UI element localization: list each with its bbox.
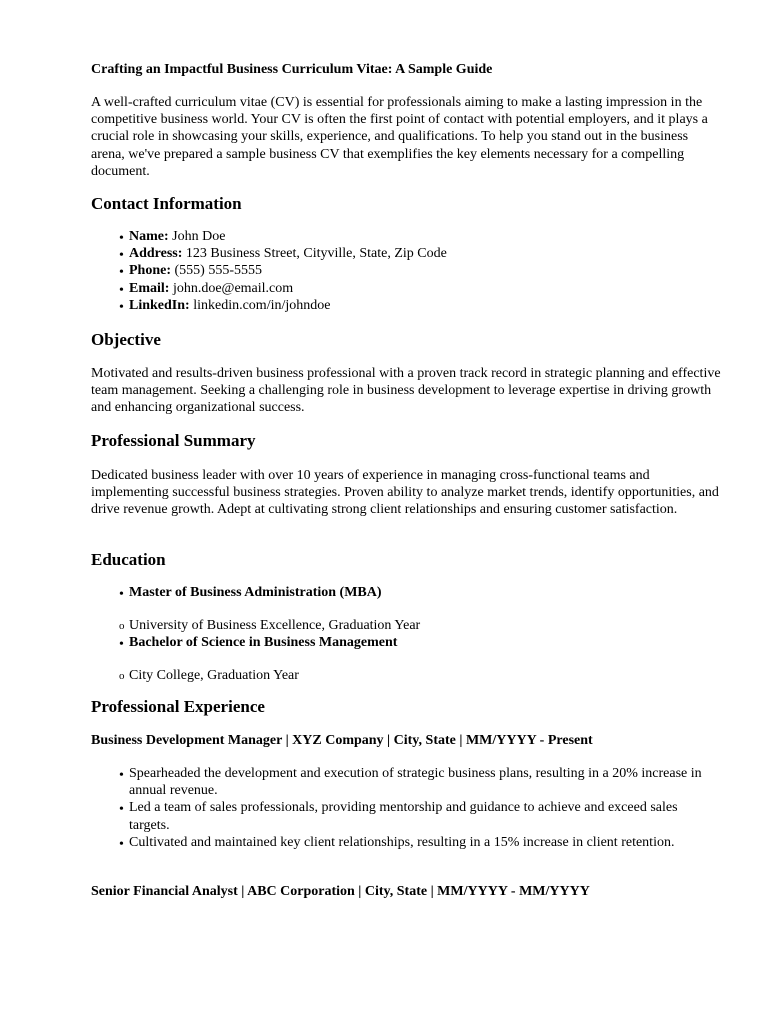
contact-item-email (91, 280, 711, 297)
job-bullet: • Cultivated and maintained key client relationships, resulting in a 15% increase in client retention. (91, 834, 711, 851)
contact-label: Name: (129, 229, 169, 244)
education-item (91, 584, 711, 634)
document-title: Crafting an Impactful Business Curriculum Vitae: A Sample Guide (91, 62, 493, 77)
education-list (91, 584, 711, 684)
education-item (91, 634, 711, 683)
education-detail: o University of Business Excellence, Graduation Year (91, 617, 711, 634)
experience-heading: Professional Experience (91, 697, 265, 716)
contact-value: John Doe (168, 229, 226, 244)
contact-value: 123 Business Street, Cityville, State, Zip Code (182, 246, 447, 262)
objective-heading: Objective (91, 330, 161, 349)
contact-label: Email: (129, 280, 170, 296)
contact-list (91, 228, 711, 314)
contact-label: Phone: (129, 263, 171, 279)
contact-item-address (91, 245, 711, 262)
contact-heading: Contact Information (91, 194, 242, 213)
summary-paragraph: Dedicated business leader with over 10 years of experience in managing cross-functional teams and implementing successful business strategies. Proven ability to analyze market trends, identify opportunities, and drive revenue growth. Adept at cultivating strong client relationships and ensuring customer satisfaction. (91, 468, 719, 518)
job-bullet: • Spearheaded the development and execution of strategic business plans, resulting in a 20% increase in annual revenue. (91, 765, 711, 799)
education-detail: o City College, Graduation Year (91, 667, 711, 684)
contact-value: john.doe@email.com (169, 280, 294, 296)
contact-label: LinkedIn: (129, 297, 190, 313)
contact-value: linkedin.com/in/johndoe (189, 297, 331, 313)
education-heading: Education (91, 550, 166, 569)
degree-name: Master of Business Administration (MBA) (129, 585, 382, 600)
contact-item-linkedin (91, 297, 711, 314)
job-title: Senior Financial Analyst | ABC Corporation | City, State | MM/YYYY - MM/YYYY (91, 884, 590, 899)
job-bullet: • Led a team of sales professionals, providing mentorship and guidance to achieve and exceed sales targets. (91, 799, 711, 833)
education-sublist (91, 667, 711, 684)
contact-item-phone (91, 262, 711, 279)
education-sublist (91, 617, 711, 634)
job-title: Business Development Manager | XYZ Company | City, State | MM/YYYY - Present (91, 733, 593, 748)
degree-name: Bachelor of Science in Business Management (129, 635, 398, 651)
summary-heading: Professional Summary (91, 431, 256, 450)
contact-item-name (91, 228, 711, 245)
objective-paragraph: Motivated and results-driven business professional with a proven track record in strategic planning and effective team management. Seeking a challenging role in business development to leverage expertise in driving growth and enhancing organizational success. (91, 366, 721, 416)
contact-label: Address: (129, 246, 183, 262)
job-bullets (91, 765, 711, 851)
contact-value: (555) 555-5555 (171, 263, 262, 279)
intro-paragraph: A well-crafted curriculum vitae (CV) is essential for professionals aiming to make a lasting impression in the competitive business world. Your CV is often the first point of contact with potential employers, and it plays a crucial role in showcasing your skills, experience, and qualifications. To help you stand out in the business arena, we've prepared a sample business CV that exemplifies the key elements necessary for a compelling document. (91, 95, 708, 179)
